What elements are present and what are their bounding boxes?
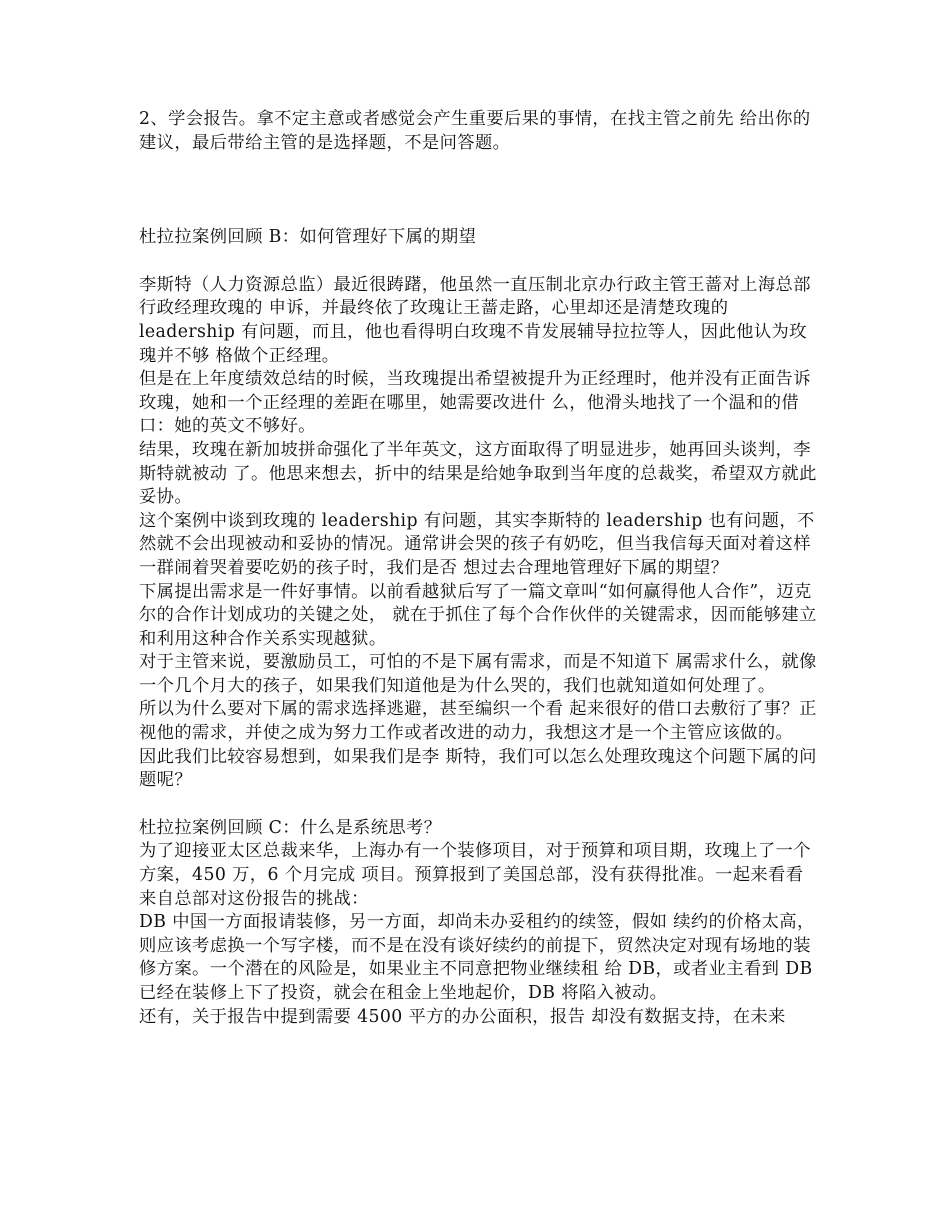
section-b-heading: 杜拉拉案例回顾 B：如何管理好下属的期望 — [139, 227, 477, 248]
spacer — [139, 202, 819, 226]
section-b-paragraph: 对于主管来说，要激励员工，可怕的不是下属有需求，而是不知道下 属需求什么，就像一个几个月大的孩子，如果我们知道他是为什么哭的，我们也就知道如何处理了。 — [139, 652, 817, 696]
section-b-paragraph: 这个案例中谈到玫瑰的 leadership 有问题，其实李斯特的 leadership 也有问题，不然就不会出现被动和妥协的情况。通常讲会哭的孩子有奶吃，但当我信每天面对着这样一群闹着哭着要吃奶的孩子时，我们是否 想过去合理地管理好下属的期望？ — [139, 510, 815, 578]
section-b-paragraph: 但是在上年度绩效总结的时候，当玫瑰提出希望被提升为正经理时，他并没有正面告诉玫瑰，她和一个正经理的差距在哪里，她需要改进什 么，他滑头地找了一个温和的借口：她的英文不够好。 — [139, 369, 811, 437]
spacer — [139, 250, 819, 274]
section-b-paragraph: 结果，玫瑰在新加坡拼命强化了半年英文，这方面取得了明显进步，她再回头谈判，李斯特就被动 了。他思来想去，折中的结果是给她争取到当年度的总裁奖，希望双方就此妥协。 — [139, 439, 817, 508]
section-c-paragraph: 还有，关于报告中提到需要 4500 平方的办公面积，报告 却没有数据支持，在未来 — [139, 1006, 786, 1027]
spacer — [139, 155, 819, 202]
section-b-paragraph: 因此我们比较容易想到，如果我们是李 斯特，我们可以怎么处理玫瑰这个问题下属的问题呢？ — [139, 746, 817, 791]
section-c-paragraph: DB 中国一方面报请装修，另一方面，却尚未办妥租约的续签，假如 续约的价格太高，则应该考虑换一个写字楼，而不是在没有谈好续约的前提下，贸然决定对现有场地的装修方案。一个潜在的风险是，如果业主不同意把物业继续租 给 DB，或者业主看到 DB 已经在装修上下了投资，就会在租金上坐地起价，DB 将陷入被动。 — [139, 912, 815, 1003]
section-c-paragraph: 为了迎接亚太区总裁来华，上海办有一个装修项目，对于预算和项目期，玫瑰上了一个方案，450 万，6 个月完成 项目。预算报到了美国总部，没有获得批准。一起来看看来自总部对这份报告的挑战： — [139, 841, 811, 909]
spacer — [139, 793, 819, 817]
section-c-heading: 杜拉拉案例回顾 C：什么是系统思考？ — [139, 817, 442, 838]
section-b-paragraph: 所以为什么要对下属的需求选择逃避，甚至编织一个看 起来很好的借口去敷衍了事？正视他的需求，并使之成为努力工作或者改进的动力，我想这才是一个主管应该做的。 — [139, 699, 817, 744]
section-b-paragraph: 下属提出需求是一件好事情。以前看越狱后写了一篇文章叫“如何赢得他人合作”，迈克尔的合作计划成功的关键之处， 就在于抓住了每个合作伙伴的关键需求，因而能够建立和利用这种合作关系实现越狱。 — [139, 581, 817, 649]
paragraph-report-tip: 2、学会报告。拿不定主意或者感觉会产生重要后果的事情，在找主管之前先 给出你的建议，最后带给主管的是选择题，不是问答题。 — [139, 109, 811, 153]
document-page — [139, 108, 819, 1029]
section-b-paragraph: 李斯特（人力资源总监）最近很踌躇，他虽然一直压制北京办行政主管王蔷对上海总部行政经理玫瑰的 申诉，并最终依了玫瑰让王蔷走路，心里却还是清楚玫瑰的 leadership 有问题，而且，他也看得明白玫瑰不肯发展辅导拉拉等人，因此他认为玫瑰并不够 格做个正经理。 — [139, 274, 811, 366]
